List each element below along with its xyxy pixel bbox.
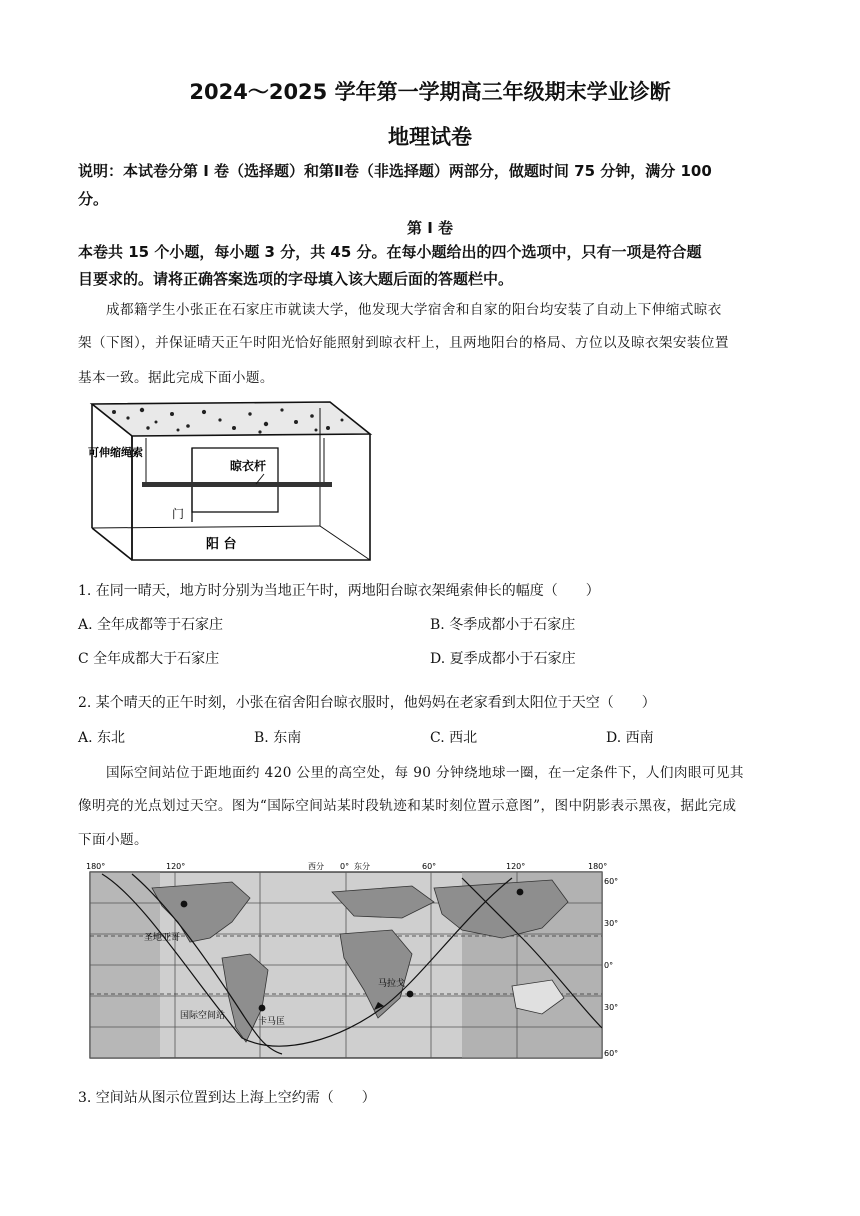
lat-label-4: 30°	[604, 1003, 619, 1012]
lon-label-1: 180°	[86, 862, 106, 871]
section-desc-2: 目要求的。请将正确答案选项的字母填入该大题后面的答题栏中。	[78, 270, 514, 288]
pole-label: 晾衣杆	[230, 459, 267, 473]
passage2-line-1: 国际空间站位于距地面约 420 公里的高空处，每 90 分钟绕地球一圈，在一定条件下，人们肉眼可见其	[106, 765, 744, 781]
lon-label-8: 180°	[588, 862, 608, 871]
rope-label: 可伸缩绳索	[88, 446, 143, 459]
exam-title: 2024～2025 学年第一学期高三年级期末学业诊断	[189, 80, 671, 104]
lon-label-2: 120°	[166, 862, 186, 871]
question-2-option-b: B. 东南	[254, 730, 302, 746]
lat-label-3: 0°	[604, 961, 614, 970]
lon-label-6: 60°	[422, 862, 437, 871]
instructions-line-1: 说明：本试卷分第 I 卷（选择题）和第Ⅱ卷（非选择题）两部分，做题时间 75 分钟，满分 100	[78, 162, 712, 180]
balcony-figure	[84, 398, 374, 568]
place-label-3: 卡马匡	[258, 1017, 286, 1027]
passage1-line-1: 成都籍学生小张正在石家庄市就读大学，他发现大学宿舍和自家的阳台均安装了自动上下伸缩式晾衣	[106, 302, 722, 318]
lon-label-5: 东分	[354, 862, 370, 871]
question-1-option-d: D. 夏季成都小于石家庄	[430, 651, 576, 667]
passage1-line-3: 基本一致。据此完成下面小题。	[78, 370, 274, 386]
lon-label-7: 120°	[506, 862, 526, 871]
section-heading: 第 I 卷	[406, 219, 454, 237]
lat-label-1: 60°	[604, 877, 619, 886]
section-desc-1: 本卷共 15 个小题，每小题 3 分，共 45 分。在每小题给出的四个选项中，只有一项是符合题	[78, 243, 702, 261]
question-2-option-a: A. 东北	[78, 730, 126, 746]
passage2-line-3: 下面小题。	[78, 832, 148, 848]
passage2-line-2: 像明亮的光点划过天空。图为“国际空间站某时段轨迹和某时刻位置示意图”，图中阴影表示黑夜，据此完成	[78, 798, 737, 814]
question-1-option-a: A. 全年成都等于石家庄	[78, 617, 224, 633]
question-3-stem: 3. 空间站从图示位置到达上海上空约需（ ）	[78, 1090, 376, 1106]
place-label-1: 圣地亚哥	[144, 933, 181, 943]
question-2-stem: 2. 某个晴天的正午时刻，小张在宿舍阳台晾衣服时，他妈妈在老家看到太阳位于天空（ ）	[78, 695, 656, 711]
question-2-option-c: C. 西北	[430, 730, 478, 746]
place-label-4: 马拉戈	[378, 979, 406, 989]
balcony-label: 阳 台	[206, 537, 237, 552]
question-1-stem: 1. 在同一晴天，地方时分别为当地正午时，两地阳台晾衣架绳索伸长的幅度（ ）	[78, 583, 600, 599]
lon-label-3: 西分	[308, 862, 324, 871]
passage1-line-2: 架（下图），并保证晴天正午时阳光恰好能照射到晾衣杆上，且两地阳台的格局、方位以及晾衣架安装位置	[78, 335, 729, 351]
lon-label-4: 0°	[340, 862, 350, 871]
iss-orbit-map	[82, 858, 622, 1064]
question-1-option-c: C 全年成都大于石家庄	[78, 651, 220, 667]
subject-title: 地理试卷	[388, 125, 472, 149]
question-1-option-b: B. 冬季成都小于石家庄	[430, 617, 576, 633]
door-label: 门	[172, 507, 185, 521]
lat-label-5: 60°	[604, 1049, 619, 1058]
place-label-2: 国际空间站	[180, 1011, 226, 1021]
lat-label-2: 30°	[604, 919, 619, 928]
instructions-line-2: 分。	[78, 190, 109, 208]
question-2-option-d: D. 西南	[606, 730, 654, 746]
